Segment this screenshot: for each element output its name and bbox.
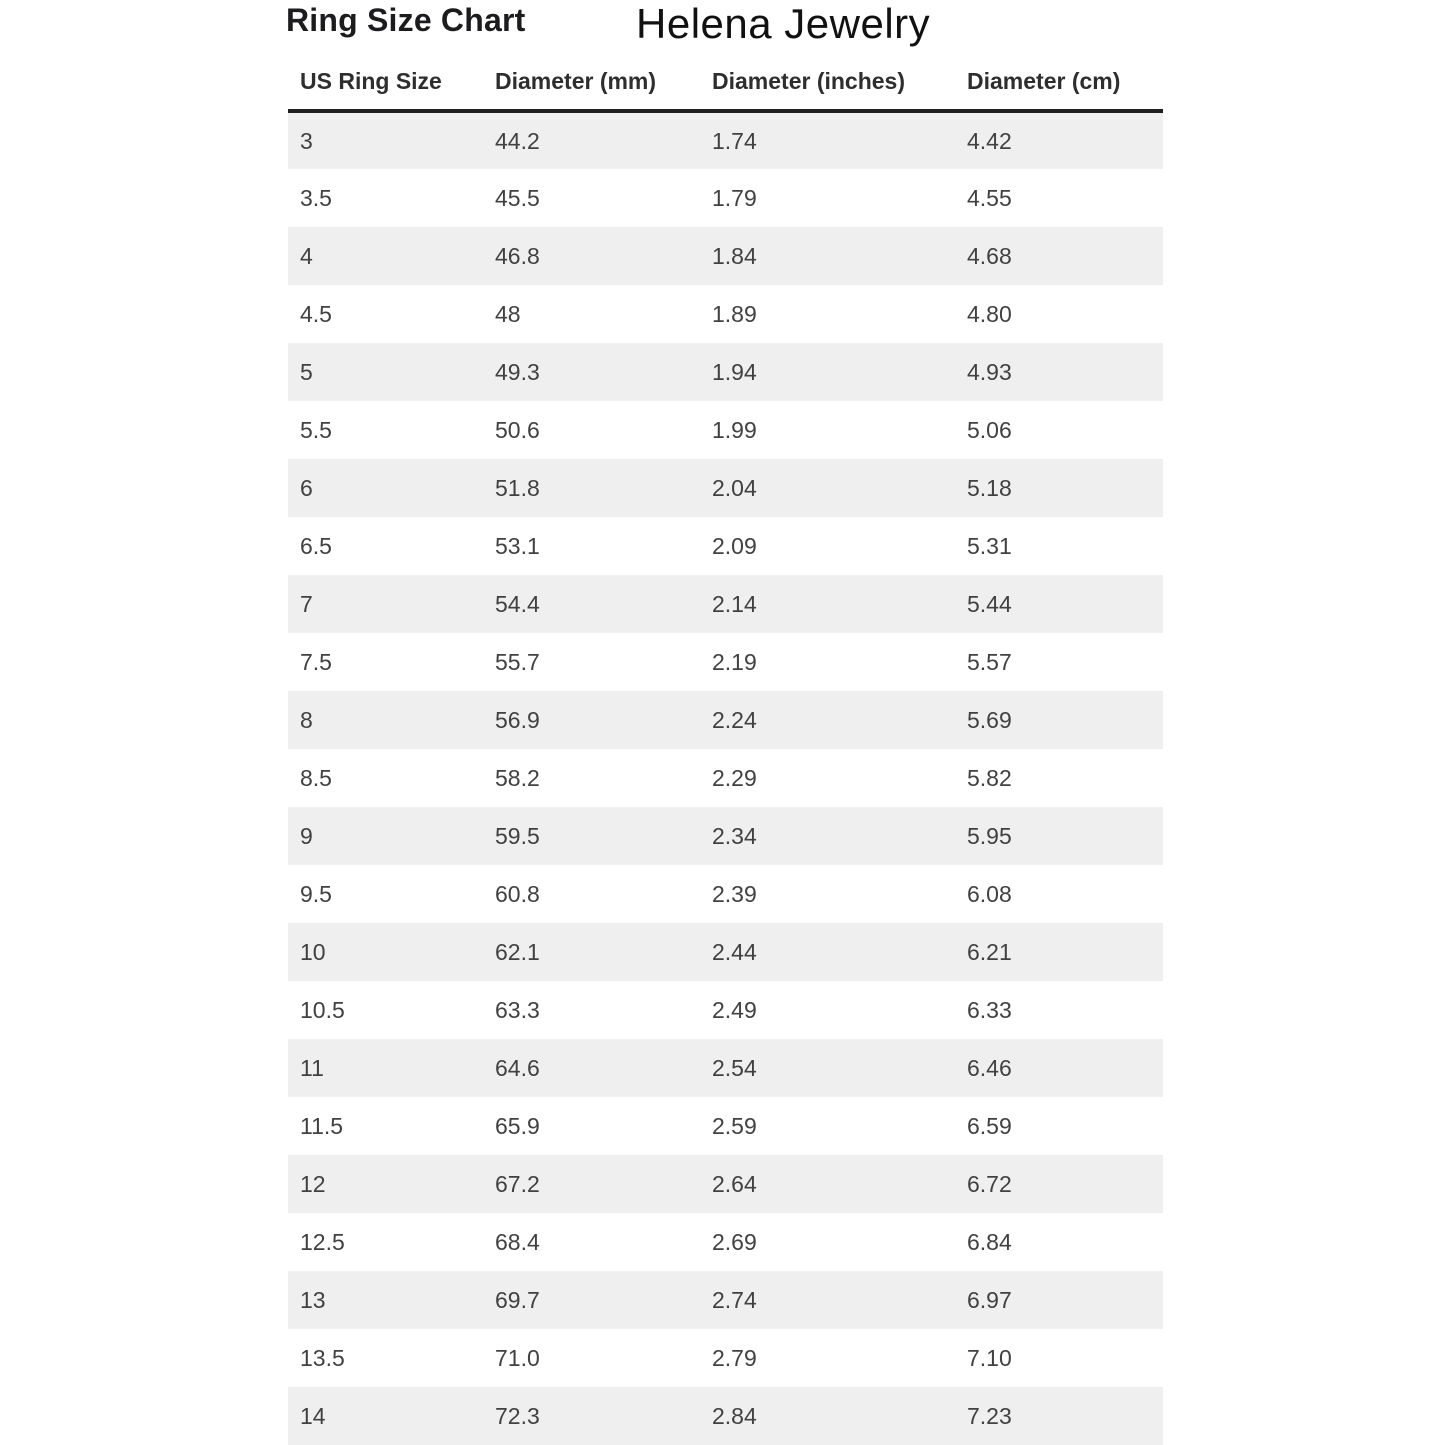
table-row	[288, 691, 1163, 749]
table-row	[288, 981, 1163, 1039]
table-cell: 4.68	[967, 242, 1012, 269]
table-cell: 4.93	[967, 358, 1012, 385]
table-cell: 45.5	[495, 184, 540, 211]
table-cell: 6.21	[967, 938, 1012, 965]
table-row	[288, 517, 1163, 575]
table-cell: 10.5	[300, 996, 345, 1023]
table-cell: 44.2	[495, 127, 540, 154]
table-cell: 63.3	[495, 996, 540, 1023]
table-cell: 46.8	[495, 242, 540, 269]
table-cell: 11.5	[300, 1112, 344, 1139]
table-cell: 67.2	[495, 1170, 540, 1197]
table-cell: 59.5	[495, 822, 540, 849]
table-cell: 5.57	[967, 648, 1012, 675]
table-cell: 1.99	[712, 416, 757, 443]
table-row	[288, 923, 1163, 981]
table-cell: 2.19	[712, 648, 757, 675]
table-cell: 71.0	[495, 1344, 540, 1371]
table-cell: 6.33	[967, 996, 1012, 1023]
table-cell: 7.10	[967, 1344, 1012, 1371]
table-row	[288, 227, 1163, 285]
header-bar	[288, 0, 1163, 58]
table-cell: 4	[300, 242, 313, 269]
table-row	[288, 169, 1163, 227]
table-cell: 69.7	[495, 1286, 540, 1313]
table-cell: 6.84	[967, 1228, 1012, 1255]
table-cell: 51.8	[495, 474, 540, 501]
table-row	[288, 865, 1163, 923]
table-cell: 1.79	[712, 184, 757, 211]
table-cell: 8	[300, 706, 313, 733]
table-row	[288, 575, 1163, 633]
table-cell: 13	[300, 1286, 326, 1313]
table-row	[288, 343, 1163, 401]
table-cell: 8.5	[300, 764, 332, 791]
table-cell: 2.69	[712, 1228, 757, 1255]
table-cell: 54.4	[495, 590, 540, 617]
brand-title: Helena Jewelry	[636, 0, 931, 47]
table-row	[288, 1329, 1163, 1387]
table-cell: 50.6	[495, 416, 540, 443]
ring-size-table	[288, 58, 1163, 1445]
table-row	[288, 459, 1163, 517]
table-cell: 5.82	[967, 764, 1012, 791]
table-cell: 6.97	[967, 1286, 1012, 1313]
table-cell: 5	[300, 358, 313, 385]
table-cell: 1.89	[712, 300, 757, 327]
table-body	[288, 111, 1163, 1445]
table-cell: 5.06	[967, 416, 1012, 443]
table-cell: 4.80	[967, 300, 1012, 327]
table-cell: 6.59	[967, 1112, 1012, 1139]
size-chart-section	[288, 0, 1163, 1445]
table-cell: 53.1	[495, 532, 540, 559]
table-cell: 2.14	[712, 590, 757, 617]
table-cell: 2.74	[712, 1286, 757, 1313]
table-row	[288, 285, 1163, 343]
table-cell: 2.34	[712, 822, 757, 849]
table-cell: 7.5	[300, 648, 332, 675]
table-cell: 6.08	[967, 880, 1012, 907]
table-cell: 11	[300, 1054, 324, 1081]
table-cell: 2.09	[712, 532, 757, 559]
table-cell: 9	[300, 822, 313, 849]
table-cell: 5.5	[300, 416, 332, 443]
table-cell: 6.46	[967, 1054, 1012, 1081]
table-cell: 6.5	[300, 532, 332, 559]
table-cell: 4.55	[967, 184, 1012, 211]
table-cell: 2.54	[712, 1054, 757, 1081]
column-header: Diameter (cm)	[955, 58, 1163, 111]
table-head	[288, 58, 1163, 111]
table-cell: 2.84	[712, 1402, 757, 1429]
table-cell: 12.5	[300, 1228, 345, 1255]
table-row	[288, 1155, 1163, 1213]
table-cell: 72.3	[495, 1402, 540, 1429]
table-cell: 58.2	[495, 764, 540, 791]
header-row	[288, 58, 1163, 111]
table-cell: 64.6	[495, 1054, 540, 1081]
table-row	[288, 1271, 1163, 1329]
table-row	[288, 1387, 1163, 1445]
page-title: Ring Size Chart	[286, 2, 526, 38]
table-cell: 62.1	[495, 938, 540, 965]
table-cell: 5.44	[967, 590, 1012, 617]
table-cell: 5.95	[967, 822, 1012, 849]
table-cell: 6.72	[967, 1170, 1012, 1197]
table-cell: 2.04	[712, 474, 757, 501]
table-cell: 13.5	[300, 1344, 345, 1371]
table-cell: 2.49	[712, 996, 757, 1023]
table-cell: 3	[300, 127, 313, 154]
table-cell: 49.3	[495, 358, 540, 385]
table-cell: 12	[300, 1170, 326, 1197]
table-cell: 1.94	[712, 358, 757, 385]
table-cell: 2.64	[712, 1170, 757, 1197]
table-cell: 65.9	[495, 1112, 540, 1139]
table-cell: 3.5	[300, 184, 332, 211]
table-row	[288, 1097, 1163, 1155]
table-row	[288, 111, 1163, 169]
table-cell: 9.5	[300, 880, 332, 907]
table-row	[288, 807, 1163, 865]
table-cell: 5.69	[967, 706, 1012, 733]
table-row	[288, 401, 1163, 459]
table-cell: 2.44	[712, 938, 757, 965]
table-row	[288, 633, 1163, 691]
table-row	[288, 1213, 1163, 1271]
table-cell: 7.23	[967, 1402, 1012, 1429]
table-cell: 6	[300, 474, 313, 501]
table-cell: 4.5	[300, 300, 332, 327]
table-cell: 48	[495, 300, 521, 327]
table-row	[288, 749, 1163, 807]
table-cell: 14	[300, 1402, 326, 1429]
table-cell: 4.42	[967, 127, 1012, 154]
table-cell: 1.84	[712, 242, 757, 269]
table-cell: 5.18	[967, 474, 1012, 501]
column-header: Diameter (inches)	[700, 58, 955, 111]
table-cell: 10	[300, 938, 326, 965]
table-cell: 55.7	[495, 648, 540, 675]
table-cell: 7	[300, 590, 313, 617]
table-row	[288, 1039, 1163, 1097]
column-header: US Ring Size	[288, 58, 483, 111]
table-cell: 5.31	[967, 532, 1012, 559]
column-header: Diameter (mm)	[483, 58, 700, 111]
table-cell: 2.29	[712, 764, 757, 791]
table-cell: 2.79	[712, 1344, 757, 1371]
table-cell: 2.39	[712, 880, 757, 907]
table-cell: 68.4	[495, 1228, 540, 1255]
table-cell: 2.59	[712, 1112, 757, 1139]
table-cell: 2.24	[712, 706, 757, 733]
table-cell: 60.8	[495, 880, 540, 907]
table-cell: 56.9	[495, 706, 540, 733]
table-cell: 1.74	[712, 127, 757, 154]
